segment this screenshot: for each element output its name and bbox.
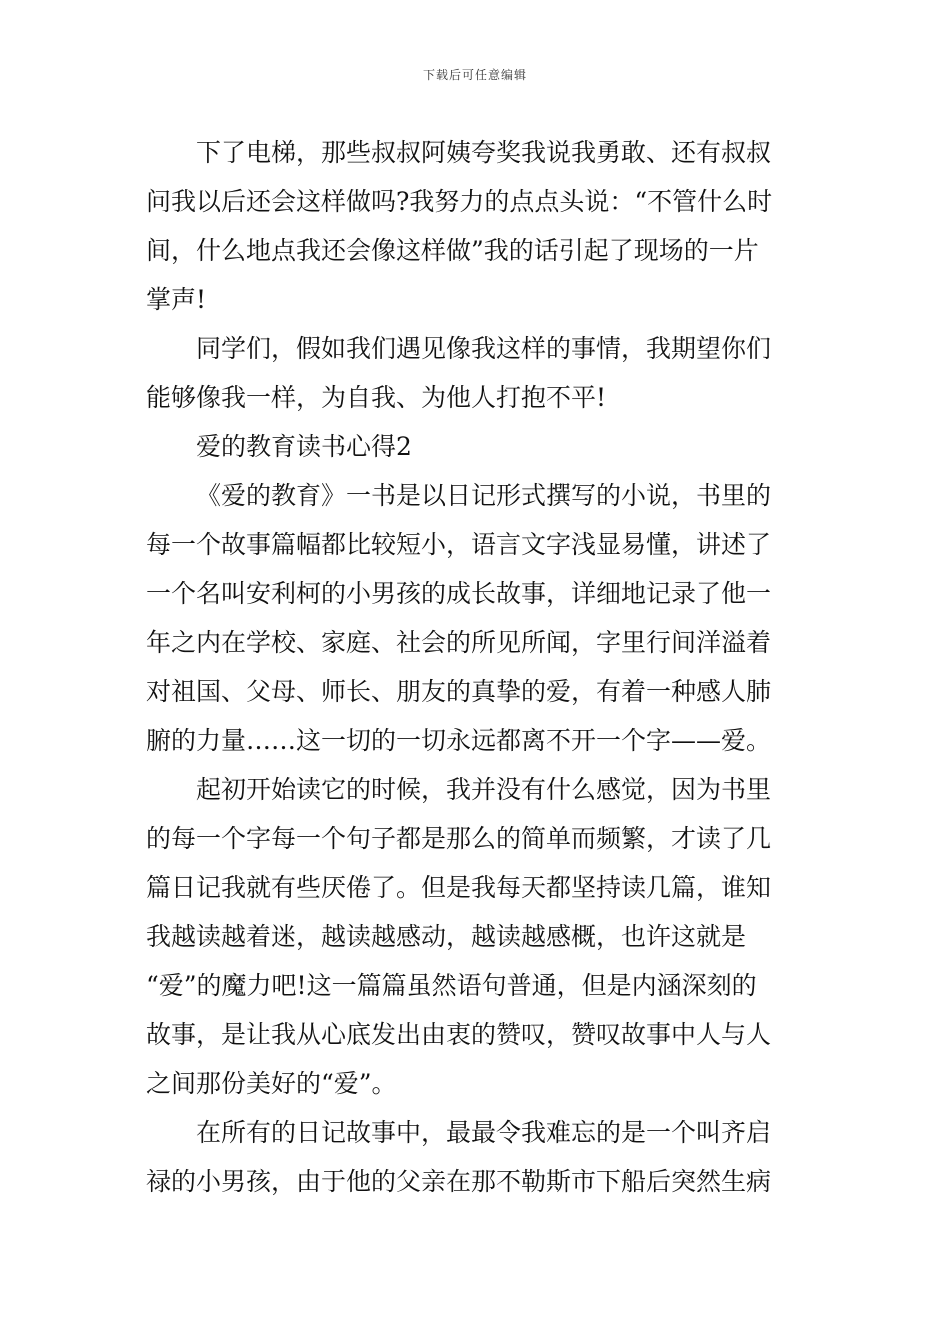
text-line: 年之内在学校、家庭、社会的所见所闻，字里行间洋溢着 [146,628,772,657]
paragraph-3 [146,471,806,765]
text-line: 禄的小男孩，由于他的父亲在那不勒斯市下船后突然生病 [146,1167,772,1196]
paragraph-2 [146,324,806,422]
text-line: 在所有的日记故事中，最最令我难忘的是一个叫齐启 [196,1118,772,1147]
document-body [146,128,806,1206]
text-line: 《爱的教育》一书是以日记形式撰写的小说，书里的 [196,481,772,510]
text-line: 之间那份美好的“爱”。 [146,1069,397,1098]
text-line: 每一个故事篇幅都比较短小，语言文字浅显易懂，讲述了 [146,530,772,559]
text-line: 故事，是让我从心底发出由衷的赞叹，赞叹故事中人与人 [146,1020,772,1049]
text-line: 腑的力量……这一切的一切永远都离不开一个字——爱。 [146,726,772,755]
text-line: 问我以后还会这样做吗?我努力的点点头说：“不管什么时 [146,187,773,216]
paragraph-5 [146,1108,806,1206]
heading-text: 爱的教育读书心得2 [196,432,412,461]
text-line: 掌声! [146,285,207,314]
text-line: 一个名叫安利柯的小男孩的成长故事，详细地记录了他一 [146,579,772,608]
paragraph-1 [146,128,806,324]
text-line: 间，什么地点我还会像这样做”我的话引起了现场的一片 [146,236,759,265]
text-line: 对祖国、父母、师长、朋友的真挚的爱，有着一种感人肺 [146,677,772,706]
text-line: “爱”的魔力吧!这一篇篇虽然语句普通，但是内涵深刻的 [146,971,757,1000]
page-header: 下载后可任意编辑 [422,68,527,82]
text-line: 下了电梯，那些叔叔阿姨夸奖我说我勇敢、还有叔叔 [196,138,772,167]
text-line: 我越读越着迷，越读越感动，越读越感概，也许这就是 [146,922,747,951]
paragraph-4 [146,765,806,1108]
text-line: 能够像我一样，为自我、为他人打抱不平! [146,383,607,412]
text-line: 起初开始读它的时候，我并没有什么感觉，因为书里 [196,775,772,804]
text-line: 的每一个字每一个句子都是那么的简单而频繁，才读了几 [146,824,772,853]
text-line: 同学们，假如我们遇见像我这样的事情，我期望你们 [196,334,772,363]
text-line: 篇日记我就有些厌倦了。但是我每天都坚持读几篇，谁知 [146,873,772,902]
section-heading [146,422,806,471]
